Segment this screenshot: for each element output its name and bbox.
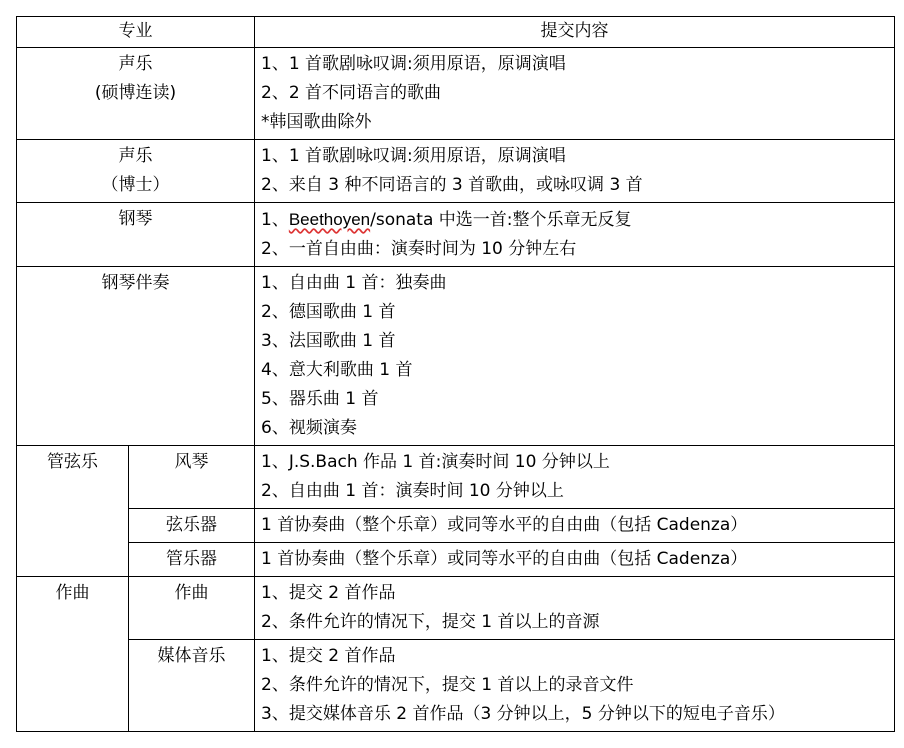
major-cell <box>17 48 255 140</box>
sub-major-cell: 管乐器 <box>129 543 255 577</box>
list-item: 2、自由曲 1 首：演奏时间 10 分钟以上 <box>261 481 564 501</box>
major-line: (硕博连读) <box>94 83 177 103</box>
submission-table <box>16 16 895 732</box>
header-major: 专业 <box>17 17 255 48</box>
list-item: 1、提交 2 首作品 <box>261 583 396 603</box>
list-item: 1、J.S.Bach 作品 1 首:演奏时间 10 分钟以上 <box>261 452 610 472</box>
content-cell <box>255 267 895 446</box>
group-cell-orchestral: 管弦乐 <box>17 446 129 577</box>
list-item: 1、自由曲 1 首：独奏曲 <box>261 273 447 293</box>
major-line: 钢琴伴奏 <box>101 273 170 293</box>
content-cell <box>255 509 895 543</box>
list-item: *韩国歌曲除外 <box>261 112 372 132</box>
content-cell <box>255 140 895 203</box>
major-cell <box>17 267 255 446</box>
major-line: 声乐 <box>118 54 153 74</box>
spellcheck-word: Beethoyen <box>288 210 371 229</box>
table-row-vocal-phd <box>17 140 895 203</box>
content-cell <box>255 543 895 577</box>
table-row-piano <box>17 203 895 267</box>
list-item: 5、器乐曲 1 首 <box>261 389 379 409</box>
sub-major-cell: 风琴 <box>129 446 255 509</box>
major-cell <box>17 203 255 267</box>
list-item: 2、一首自由曲：演奏时间为 10 分钟左右 <box>261 239 577 259</box>
content-cell <box>255 640 895 732</box>
list-item: 1、1 首歌剧咏叹调:须用原语，原调演唱 <box>261 146 566 166</box>
content-cell <box>255 48 895 140</box>
content-cell <box>255 577 895 640</box>
list-item: 1 首协奏曲（整个乐章）或同等水平的自由曲（包括 Cadenza） <box>261 549 748 569</box>
table-row-media-music <box>17 640 895 732</box>
list-item: 2、2 首不同语言的歌曲 <box>261 83 442 103</box>
table-row-composition <box>17 577 895 640</box>
list-item <box>261 205 888 235</box>
table-row-vocal-ms <box>17 48 895 140</box>
item-prefix: 1、 <box>261 210 289 230</box>
sub-major-cell: 弦乐器 <box>129 509 255 543</box>
list-item: 2、德国歌曲 1 首 <box>261 302 396 322</box>
list-item: 1 首协奏曲（整个乐章）或同等水平的自由曲（包括 Cadenza） <box>261 515 748 535</box>
list-item: 6、视频演奏 <box>261 418 357 438</box>
table-row-winds <box>17 543 895 577</box>
list-item: 3、法国歌曲 1 首 <box>261 331 396 351</box>
group-cell-composition: 作曲 <box>17 577 129 732</box>
list-item: 2、条件允许的情况下，提交 1 首以上的录音文件 <box>261 675 634 695</box>
sub-major-cell: 媒体音乐 <box>129 640 255 732</box>
table-row-organ <box>17 446 895 509</box>
list-item: 4、意大利歌曲 1 首 <box>261 360 413 380</box>
list-item: 1、提交 2 首作品 <box>261 646 396 666</box>
list-item: 2、条件允许的情况下，提交 1 首以上的音源 <box>261 612 600 632</box>
list-item: 2、来自 3 种不同语言的 3 首歌曲，或咏叹调 3 首 <box>261 175 643 195</box>
table-row-strings <box>17 509 895 543</box>
item-suffix: /sonata 中选一首:整个乐章无反复 <box>370 210 632 230</box>
table-row-piano-accompaniment <box>17 267 895 446</box>
major-line: 钢琴 <box>118 209 153 229</box>
content-cell <box>255 446 895 509</box>
header-row <box>17 17 895 48</box>
list-item: 3、提交媒体音乐 2 首作品（3 分钟以上，5 分钟以下的短电子音乐） <box>261 704 785 724</box>
major-line: 声乐 <box>118 146 153 166</box>
content-cell <box>255 203 895 267</box>
sub-major-cell: 作曲 <box>129 577 255 640</box>
list-item: 1、1 首歌剧咏叹调:须用原语，原调演唱 <box>261 54 566 74</box>
header-content: 提交内容 <box>255 17 895 48</box>
major-cell <box>17 140 255 203</box>
major-line: （博士） <box>101 175 170 195</box>
